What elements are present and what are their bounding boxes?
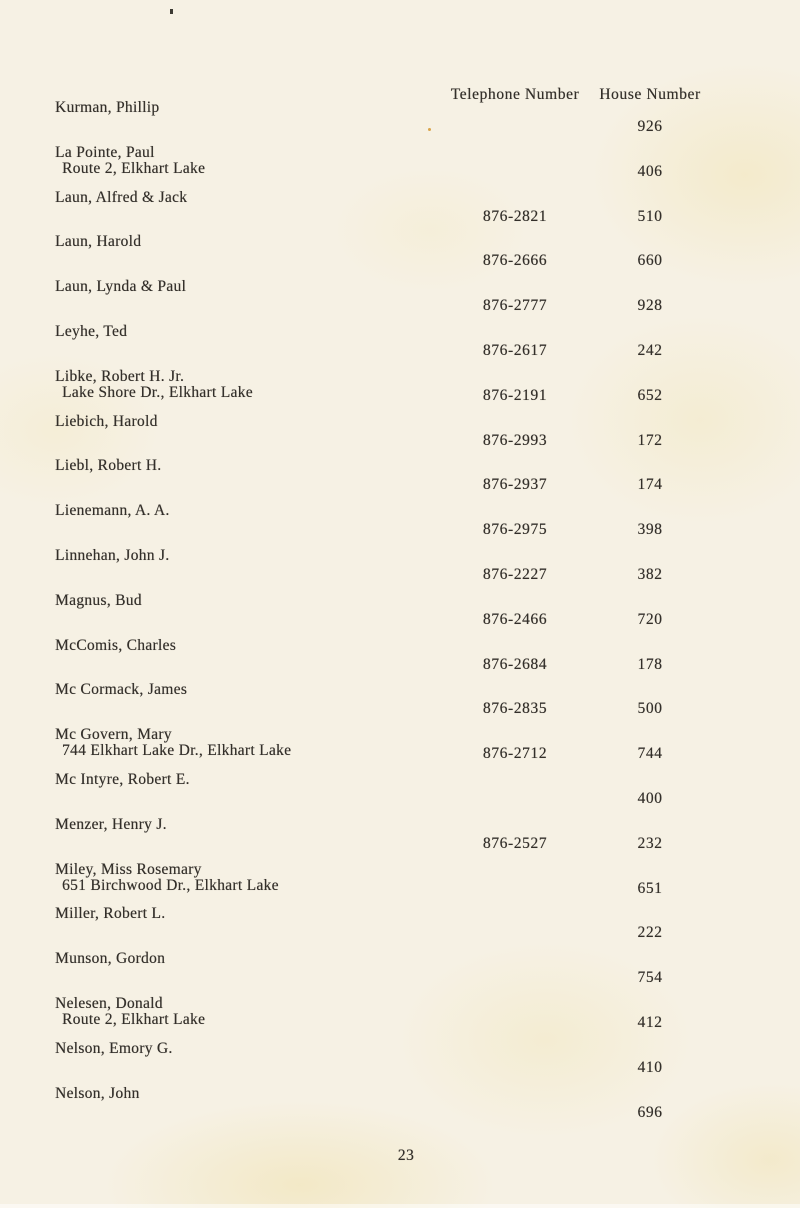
entry-name: Libke, Robert H. Jr. (55, 367, 185, 385)
entry-name: Miley, Miss Rosemary (55, 860, 202, 878)
entry-telephone-number: 876-2821 (482, 207, 548, 225)
entry-name: Lienemann, A. A. (55, 502, 170, 520)
directory-entry (0, 458, 800, 503)
entry-house-number: 696 (637, 1103, 663, 1121)
entry-name: Menzer, Henry J. (55, 815, 167, 833)
entry-name: Mc Intyre, Robert E. (55, 770, 190, 788)
entry-house-number: 720 (637, 610, 663, 628)
entry-telephone-number: 876-2191 (482, 386, 548, 404)
entry-house-number: 382 (637, 565, 663, 583)
entry-house-number: 928 (637, 297, 663, 315)
entry-name: McComis, Charles (55, 636, 177, 654)
directory-entry (0, 638, 800, 683)
entry-name: Nelson, Emory G. (55, 1039, 173, 1057)
entry-address: 744 Elkhart Lake Dr., Elkhart Lake (62, 742, 292, 760)
directory-entry (0, 279, 800, 324)
directory-entry (0, 369, 800, 414)
entry-house-number: 398 (637, 521, 663, 539)
directory-entry (0, 817, 800, 862)
entry-house-number: 232 (637, 834, 663, 852)
entry-house-number: 178 (637, 655, 663, 673)
entry-house-number: 172 (637, 431, 663, 449)
entry-name: Leyhe, Ted (55, 322, 128, 340)
entry-name: Kurman, Phillip (55, 99, 160, 116)
entry-telephone-number: 876-2975 (482, 521, 548, 539)
directory-entry (0, 772, 800, 817)
entry-telephone-number: 876-2937 (482, 476, 548, 494)
entry-name: Miller, Robert L. (55, 905, 166, 923)
entry-name: Laun, Harold (55, 233, 142, 251)
entry-telephone-number: 876-2777 (482, 297, 548, 315)
entry-name: Nelson, John (55, 1084, 140, 1102)
directory-entry (0, 727, 800, 772)
directory-entry (0, 190, 800, 235)
entry-name: Liebl, Robert H. (55, 457, 162, 475)
entry-house-number: 651 (637, 879, 663, 897)
entry-house-number: 406 (637, 162, 663, 180)
entry-house-number: 660 (637, 252, 663, 270)
entry-telephone-number: 876-2712 (482, 745, 548, 763)
entry-telephone-number: 876-2684 (482, 655, 548, 673)
entry-house-number: 222 (637, 924, 663, 942)
scan-artifact-dot (428, 128, 431, 131)
directory-entry (0, 548, 800, 593)
column-header-telephone-number: Telephone Number (450, 86, 580, 103)
entry-house-number: 500 (637, 700, 663, 718)
entry-telephone-number: 876-2666 (482, 252, 548, 270)
directory-entry (0, 503, 800, 548)
entry-name: Laun, Alfred & Jack (55, 188, 188, 206)
entry-name: La Pointe, Paul (55, 143, 155, 161)
entry-house-number: 242 (637, 341, 663, 359)
scan-artifact-speck (170, 9, 173, 14)
entry-house-number: 510 (637, 207, 663, 225)
directory-entry (0, 100, 800, 145)
entry-telephone-number: 876-2527 (482, 834, 548, 852)
entry-address: Route 2, Elkhart Lake (62, 159, 206, 177)
directory-entry (0, 324, 800, 369)
directory-entries (0, 100, 800, 1130)
entry-telephone-number: 876-2617 (482, 341, 548, 359)
entry-house-number: 754 (637, 969, 663, 987)
entry-name: Mc Govern, Mary (55, 726, 172, 744)
directory-entry (0, 862, 800, 907)
directory-entry (0, 906, 800, 951)
entry-house-number: 926 (637, 118, 663, 135)
directory-entry (0, 145, 800, 190)
column-header-house-number: House Number (599, 86, 701, 103)
directory-entry (0, 682, 800, 727)
entry-name: Laun, Lynda & Paul (55, 278, 187, 296)
entry-address: 651 Birchwood Dr., Elkhart Lake (62, 876, 279, 894)
entry-name: Nelesen, Donald (55, 994, 163, 1012)
entry-house-number: 652 (637, 386, 663, 404)
entry-telephone-number: 876-2227 (482, 565, 548, 583)
directory-entry (0, 1086, 800, 1131)
entry-name: Magnus, Bud (55, 591, 142, 609)
entry-house-number: 412 (637, 1013, 663, 1031)
entry-name: Linnehan, John J. (55, 546, 170, 564)
entry-house-number: 174 (637, 476, 663, 494)
entry-house-number: 744 (637, 745, 663, 763)
directory-entry (0, 951, 800, 996)
entry-house-number: 410 (637, 1058, 663, 1076)
directory-entry (0, 414, 800, 459)
directory-entry (0, 1041, 800, 1086)
entry-telephone-number: 876-2466 (482, 610, 548, 628)
page-bottom-edge (0, 1204, 800, 1208)
entry-name: Liebich, Harold (55, 412, 158, 430)
entry-address: Lake Shore Dr., Elkhart Lake (62, 383, 253, 401)
entry-house-number: 400 (637, 789, 663, 807)
directory-entry (0, 234, 800, 279)
entry-name: Mc Cormack, James (55, 681, 188, 699)
entry-telephone-number: 876-2993 (482, 431, 548, 449)
directory-entry (0, 996, 800, 1041)
entry-name: Munson, Gordon (55, 950, 166, 968)
page-number: 23 (397, 1147, 415, 1164)
entry-address: Route 2, Elkhart Lake (62, 1010, 206, 1028)
entry-telephone-number: 876-2835 (482, 700, 548, 718)
directory-entry (0, 593, 800, 638)
